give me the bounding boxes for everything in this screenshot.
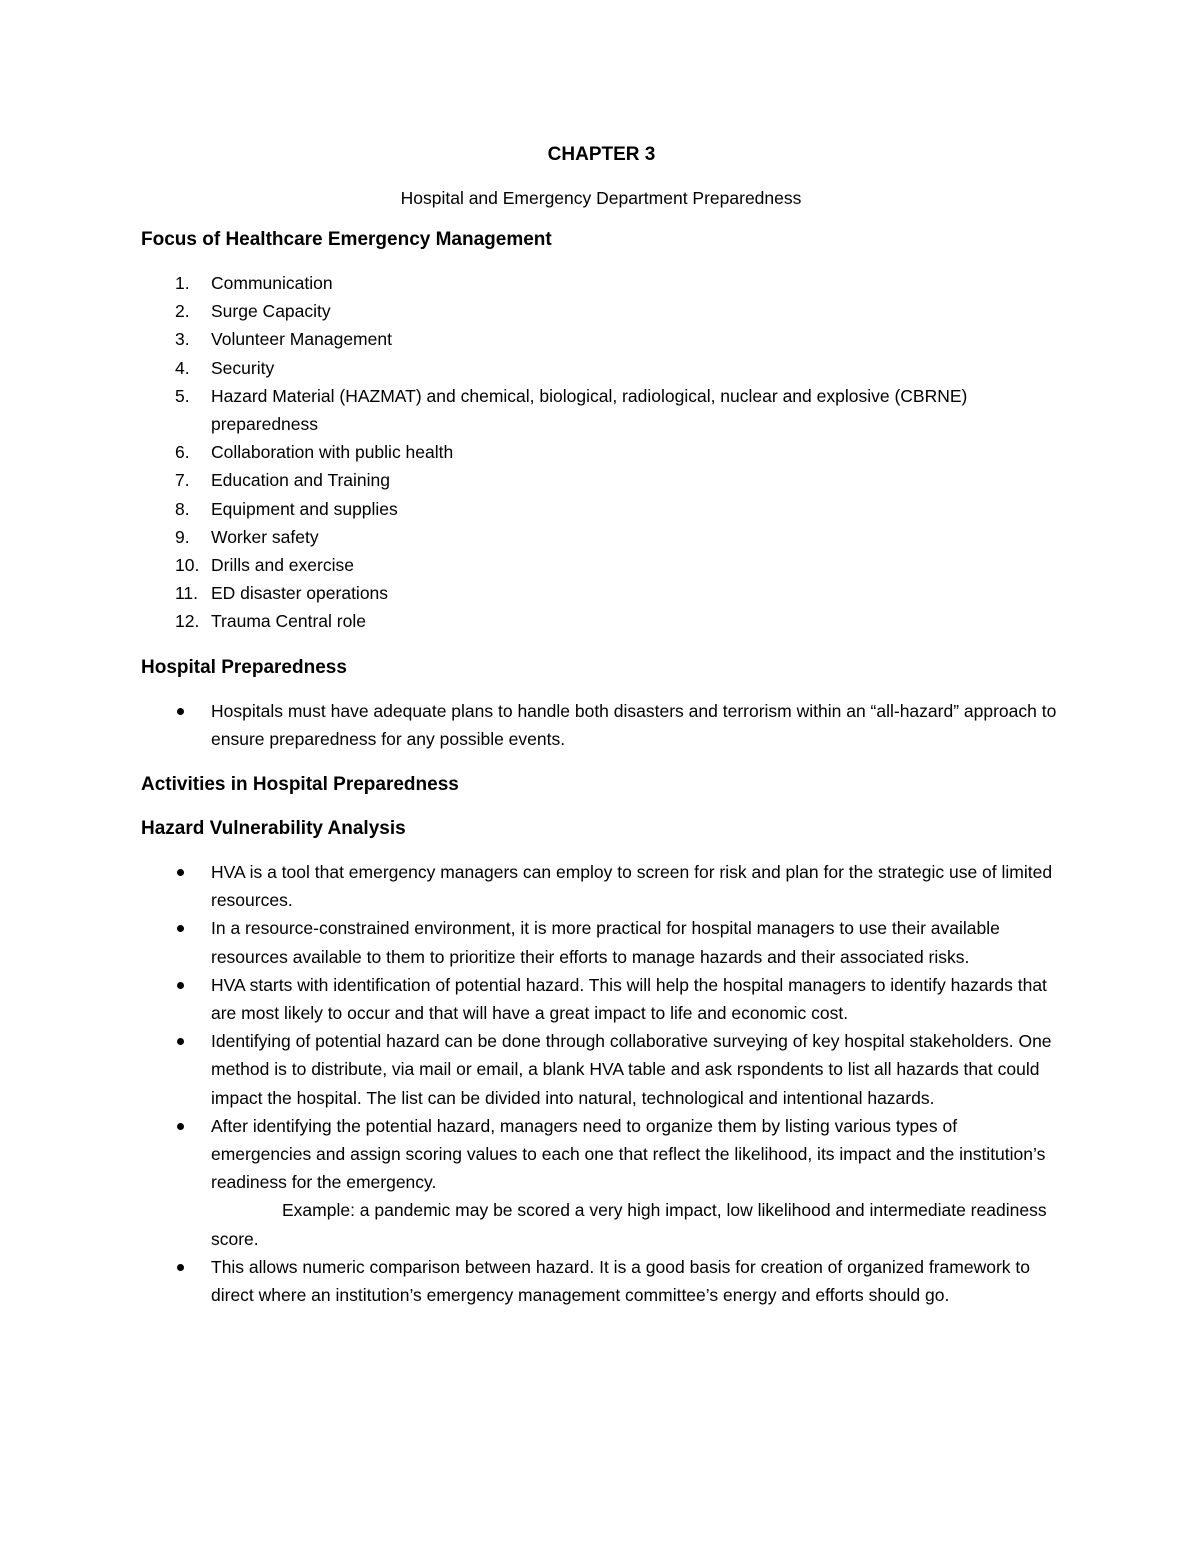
- list-item-text: Trauma Central role: [211, 611, 366, 632]
- list-item: [141, 858, 1061, 914]
- focus-list: [141, 269, 1061, 636]
- list-item: [141, 325, 1061, 353]
- list-item-text: HVA is a tool that emergency managers can employ to screen for risk and plan for the strategic use of limited resources.: [211, 862, 1053, 911]
- list-item: [141, 971, 1061, 1027]
- list-number: 10.: [175, 555, 200, 576]
- heading-focus: Focus of Healthcare Emergency Management: [141, 229, 552, 250]
- bullet-icon: [177, 708, 184, 715]
- list-number: 1.: [175, 273, 190, 293]
- list-number: 4.: [175, 357, 190, 378]
- bullet-icon: [177, 1038, 184, 1045]
- list-item: [141, 607, 1061, 635]
- list-item: [141, 466, 1061, 494]
- list-number: 12.: [175, 611, 200, 632]
- bullet-icon: [177, 869, 184, 876]
- list-item: [141, 1027, 1061, 1112]
- list-number: 3.: [175, 329, 190, 350]
- list-number: 9.: [175, 526, 190, 547]
- list-number: 5.: [175, 385, 190, 406]
- list-item: [141, 579, 1061, 607]
- list-number: 11.: [175, 583, 199, 604]
- bullet-icon: [177, 982, 184, 989]
- list-number: 2.: [175, 301, 190, 322]
- list-item: [141, 523, 1061, 551]
- list-item: [141, 297, 1061, 325]
- list-item-text: Volunteer Management: [211, 329, 392, 350]
- list-item-text: Collaboration with public health: [211, 442, 454, 463]
- list-item-text: In a resource-constrained environment, it is more practical for hospital managers to use their available resources available to them to prioritize their efforts to manage hazards and their associated risks.: [211, 918, 1000, 967]
- list-item: [141, 354, 1061, 382]
- list-item: [141, 269, 1061, 297]
- list-item: [141, 551, 1061, 579]
- list-item-text: Hazard Material (HAZMAT) and chemical, biological, radiological, nuclear and explosive (CBRNE) preparedness: [211, 385, 968, 435]
- list-item-text: ED disaster operations: [211, 583, 389, 604]
- example-text: Example: a pandemic may be scored a very high impact, low likelihood and intermediate readiness score.: [211, 1200, 1047, 1249]
- hospital-bullets: [141, 697, 1061, 753]
- list-item: [141, 495, 1061, 523]
- list-item-text: Security: [211, 357, 275, 378]
- bullet-icon: [177, 925, 184, 932]
- list-item: [141, 438, 1061, 466]
- list-item-text: Identifying of potential hazard can be done through collaborative surveying of key hospital stakeholders. One method is to distribute, via mail or email, a blank HVA table and ask rspondents to list all hazards that could impact the hospital. The list can be divided into natural, technological and intentional hazards.: [211, 1031, 1052, 1108]
- list-number: 6.: [175, 442, 190, 463]
- heading-activities: Activities in Hospital Preparedness: [141, 774, 459, 796]
- list-item-text: This allows numeric comparison between hazard. It is a good basis for creation of organized framework to direct where an institution’s emergency management committee’s energy and efforts should go.: [211, 1256, 1031, 1306]
- bullet-icon: [177, 1123, 184, 1130]
- list-number: 7.: [175, 470, 190, 491]
- heading-hva: Hazard Vulnerability Analysis: [141, 818, 406, 840]
- heading-hospital-preparedness: Hospital Preparedness: [141, 656, 347, 678]
- bullet-icon: [177, 1264, 184, 1271]
- list-item-text: Worker safety: [211, 526, 319, 547]
- list-item: [141, 914, 1061, 970]
- document-content: [141, 140, 1061, 1309]
- list-item-text: Surge Capacity: [211, 301, 331, 322]
- list-item: [141, 382, 1061, 438]
- list-item-text: Communication: [211, 273, 333, 293]
- list-item-text: HVA starts with identification of potential hazard. This will help the hospital managers to identify hazards that are most likely to occur and that will have a great impact to life and economic cost.: [211, 974, 1047, 1024]
- hva-bullets: [141, 858, 1061, 1309]
- chapter-subtitle: Hospital and Emergency Department Preparedness: [400, 188, 802, 208]
- list-item: [141, 697, 1061, 753]
- list-item-text: Drills and exercise: [211, 555, 354, 576]
- list-item-text: Education and Training: [211, 470, 391, 491]
- list-item-text: After identifying the potential hazard, managers need to organize them by listing various types of emergencies and assign scoring values to each one that reflect the likelihood, its impact and the institution’s readiness for the emergency.: [211, 1115, 1046, 1193]
- list-item-text: Hospitals must have adequate plans to handle both disasters and terrorism within an “all-hazard” approach to ensure preparedness for any possible events.: [211, 700, 1057, 749]
- list-item: [141, 1112, 1061, 1253]
- list-number: 8.: [175, 498, 190, 519]
- list-item-text: Equipment and supplies: [211, 498, 398, 519]
- list-item: [141, 1253, 1061, 1309]
- chapter-title: CHAPTER 3: [547, 144, 656, 165]
